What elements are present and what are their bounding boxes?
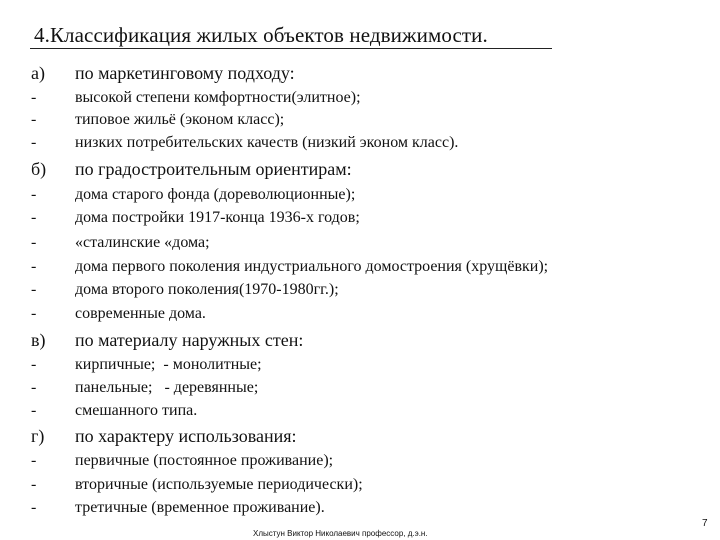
bullet-dash: - — [31, 186, 37, 203]
list-item — [0, 208, 720, 232]
list-item — [0, 88, 720, 112]
section-heading-text: по характеру использования: — [75, 426, 297, 446]
list-item-text: вторичные (используемые периодически); — [75, 476, 363, 493]
list-item — [0, 233, 720, 257]
list-item — [0, 133, 720, 157]
bullet-dash: - — [31, 209, 37, 226]
bullet-dash: - — [31, 234, 37, 251]
bullet-dash: - — [31, 476, 37, 493]
section-marker: а) — [31, 63, 45, 83]
list-item-text: современные дома. — [75, 305, 206, 322]
title-underline — [30, 48, 552, 49]
list-item-text: третичные (временное проживание). — [75, 499, 325, 516]
list-item — [0, 355, 720, 379]
list-item-text: низких потребительских качеств (низкий эконом класс). — [75, 134, 459, 151]
list-item — [0, 304, 720, 328]
section-marker: б) — [31, 159, 47, 179]
list-item-text: высокой степени комфортности(элитное); — [75, 89, 361, 106]
list-item — [0, 498, 720, 522]
bullet-dash: - — [31, 305, 37, 322]
bullet-dash: - — [31, 111, 37, 128]
list-item — [0, 280, 720, 304]
bullet-dash: - — [31, 134, 37, 151]
page-number: 7 — [702, 518, 708, 529]
list-item — [0, 110, 720, 134]
section-heading-text: по градостроительным ориентирам: — [75, 159, 352, 179]
list-item-text: дома старого фонда (дореволюционные); — [75, 186, 356, 203]
bullet-dash: - — [31, 356, 37, 373]
section-heading-text: по маркетинговому подходу: — [75, 63, 295, 83]
bullet-dash: - — [31, 258, 37, 275]
section-heading — [0, 425, 720, 449]
footer-author: Хлыстун Виктор Николаевич профессор, д.э.н. — [253, 529, 428, 538]
bullet-dash: - — [31, 402, 37, 419]
list-item — [0, 378, 720, 402]
section-heading — [0, 329, 720, 353]
list-item — [0, 451, 720, 475]
list-item-text: дома второго поколения(1970-1980гг.); — [75, 281, 339, 298]
list-item — [0, 475, 720, 499]
list-item-text: панельные; - деревянные; — [75, 379, 259, 396]
bullet-dash: - — [31, 452, 37, 469]
bullet-dash: - — [31, 499, 37, 516]
section-marker: г) — [31, 426, 45, 446]
list-item-text: типовое жильё (эконом класс); — [75, 111, 285, 128]
slide-title: 4.Классификация жилых объектов недвижимости. — [34, 23, 488, 47]
list-item-text: дома постройки 1917-конца 1936-х годов; — [75, 209, 360, 226]
list-item-text: дома первого поколения индустриального домостроения (хрущёвки); — [75, 258, 549, 275]
bullet-dash: - — [31, 379, 37, 396]
section-marker: в) — [31, 330, 46, 350]
list-item — [0, 185, 720, 209]
section-heading — [0, 158, 720, 182]
bullet-dash: - — [31, 89, 37, 106]
list-item-text: первичные (постоянное проживание); — [75, 452, 334, 469]
list-item-text: кирпичные; - монолитные; — [75, 356, 262, 373]
bullet-dash: - — [31, 281, 37, 298]
list-item-text: смешанного типа. — [75, 402, 198, 419]
list-item — [0, 257, 720, 281]
section-heading-text: по материалу наружных стен: — [75, 330, 304, 350]
list-item-text: «сталинские «дома; — [75, 234, 210, 251]
section-heading — [0, 62, 720, 86]
list-item — [0, 401, 720, 425]
